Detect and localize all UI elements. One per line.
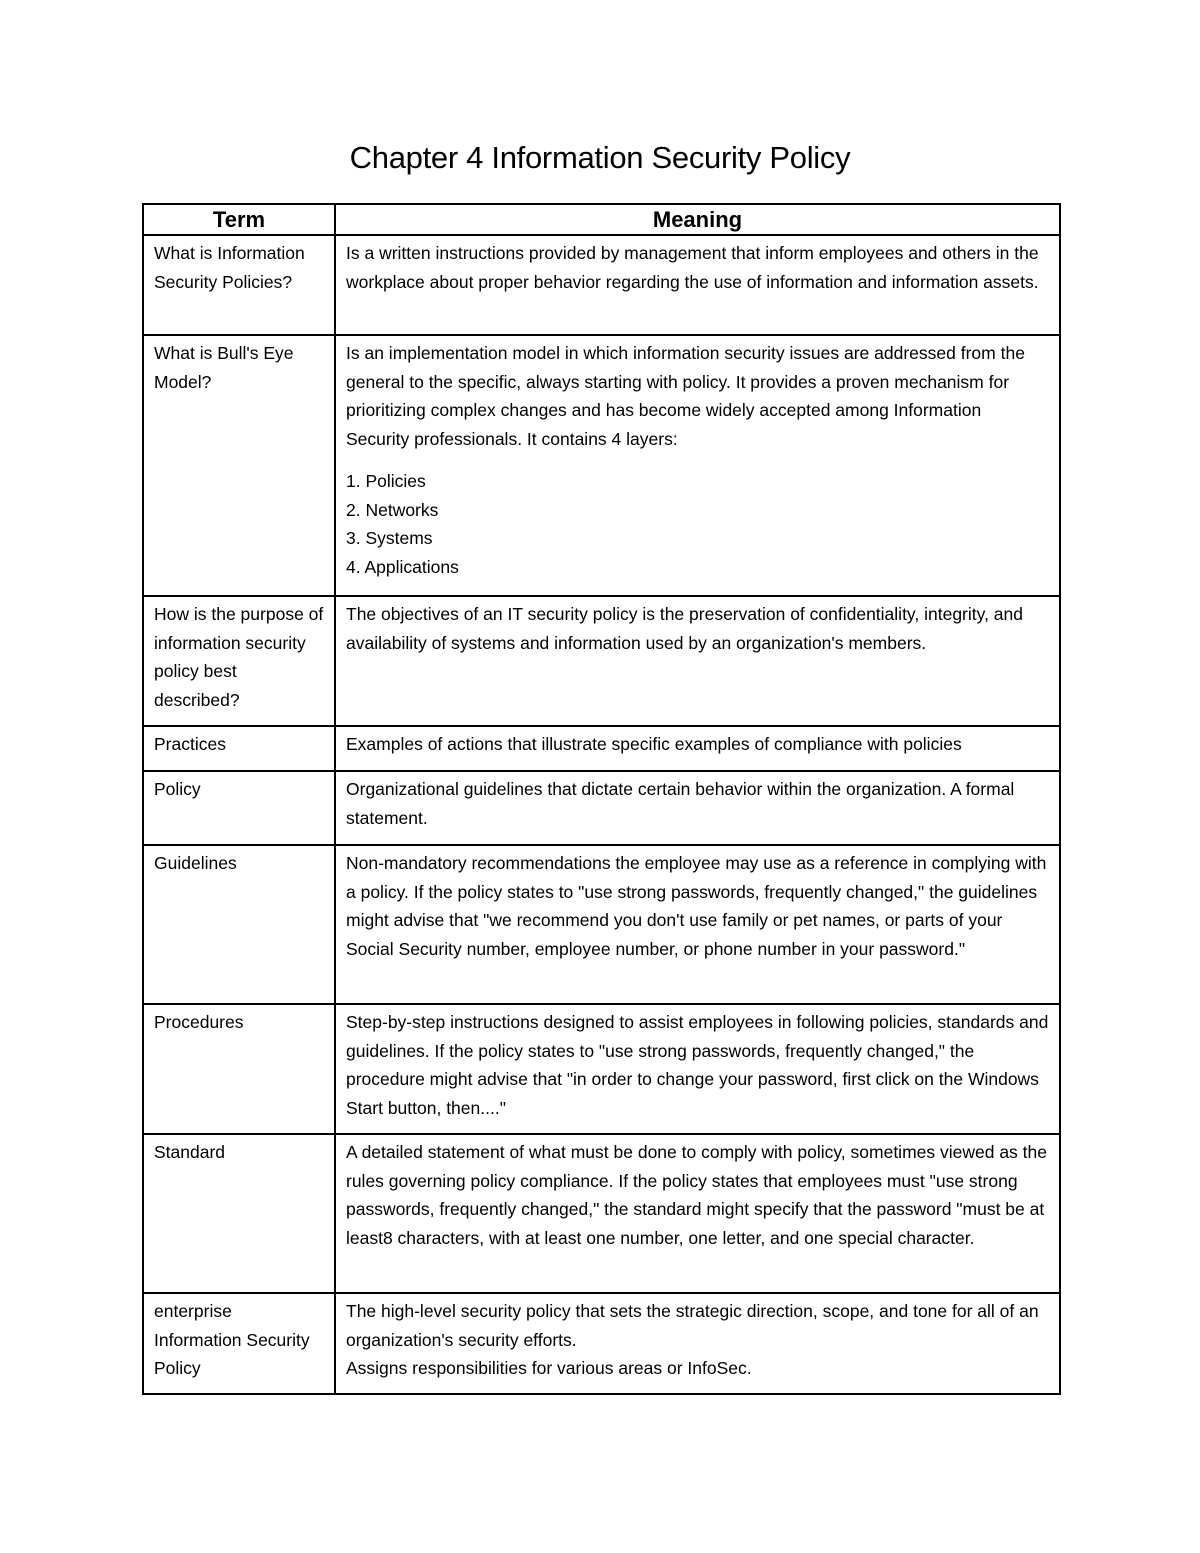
meaning-text: Non-mandatory recommendations the employee may use as a reference in complying with a policy. If the policy states to "use strong passwords, frequently changed," the guidelines might advise that "we recommend you don't use family or pet names, or parts of your Social Security number, employee number, or phone number in your password." (346, 853, 1047, 959)
term-text: Practices (154, 734, 226, 754)
table-row (143, 1293, 1060, 1394)
table-row (143, 845, 1060, 1004)
meaning-cell (335, 335, 1060, 596)
meaning-cell (335, 845, 1060, 1004)
meaning-text: Is a written instructions provided by management that inform employees and others in the workplace about proper behavior regarding the use of information and information assets. (346, 243, 1039, 292)
glossary-table (142, 203, 1061, 1395)
meaning-cell (335, 596, 1060, 726)
meaning-text: Step-by-step instructions designed to assist employees in following policies, standards and guidelines. If the policy states to "use strong passwords, frequently changed," the procedure might advise that "in order to change your password, first click on the Windows Start button, then...." (346, 1012, 1049, 1118)
table-row (143, 771, 1060, 845)
table-header-row (143, 204, 1060, 235)
table-row (143, 1004, 1060, 1134)
list-item: 3. Systems (346, 528, 433, 548)
term-text: Procedures (154, 1012, 244, 1032)
meaning-cell (335, 1134, 1060, 1293)
table-row (143, 235, 1060, 335)
table-row (143, 726, 1060, 771)
term-cell (143, 845, 335, 1004)
table-row (143, 335, 1060, 596)
term-text: Guidelines (154, 853, 237, 873)
term-cell (143, 726, 335, 771)
meaning-text: A detailed statement of what must be done to comply with policy, sometimes viewed as the rules governing policy compliance. If the policy states that employees must "use strong passwords, frequently changed," the standard might specify that the password "must be at least8 characters, with at least one number, one letter, and one special character. (346, 1142, 1047, 1248)
layer-list (346, 467, 1049, 581)
term-text: What is Bull's Eye Model? (154, 343, 294, 392)
list-item: 1. Policies (346, 471, 426, 491)
table-row (143, 596, 1060, 726)
meaning-cell (335, 771, 1060, 845)
meaning-cell (335, 235, 1060, 335)
term-cell (143, 1004, 335, 1134)
meaning-text: Is an implementation model in which information security issues are addressed from the general to the specific, always starting with policy. It provides a proven mechanism for prioritizing complex changes and has become widely accepted among Information Security professionals. It contains 4 layers: (346, 343, 1025, 449)
term-cell (143, 1293, 335, 1394)
table-row (143, 1134, 1060, 1293)
meaning-cell (335, 726, 1060, 771)
meaning-text: The high-level security policy that sets the strategic direction, scope, and tone for all of an organization's security efforts. (346, 1301, 1039, 1350)
meaning-text: The objectives of an IT security policy is the preservation of confidentiality, integrity, and availability of systems and information used by an organization's members. (346, 604, 1024, 653)
list-item: 4. Applications (346, 556, 459, 577)
meaning-text: Organizational guidelines that dictate certain behavior within the organization. A formal statement. (346, 779, 1015, 828)
term-text: Policy (154, 779, 201, 799)
term-cell (143, 771, 335, 845)
meaning-text: Examples of actions that illustrate specific examples of compliance with policies (346, 734, 962, 754)
term-cell (143, 235, 335, 335)
term-cell (143, 596, 335, 726)
page-title: Chapter 4 Information Security Policy (349, 140, 851, 175)
term-text: How is the purpose of information security policy best described? (154, 604, 324, 710)
meaning-cell (335, 1004, 1060, 1134)
term-column-header: Term (143, 204, 335, 235)
term-cell (143, 335, 335, 596)
meaning-cell (335, 1293, 1060, 1394)
term-text: Standard (154, 1142, 226, 1162)
meaning-extra-text: Assigns responsibilities for various areas or InfoSec. (346, 1358, 752, 1378)
term-cell (143, 1134, 335, 1293)
meaning-column-header: Meaning (335, 204, 1060, 235)
list-item: 2. Networks (346, 499, 439, 520)
term-text: What is Information Security Policies? (154, 243, 305, 292)
term-text: enterprise Information Security Policy (154, 1301, 310, 1378)
